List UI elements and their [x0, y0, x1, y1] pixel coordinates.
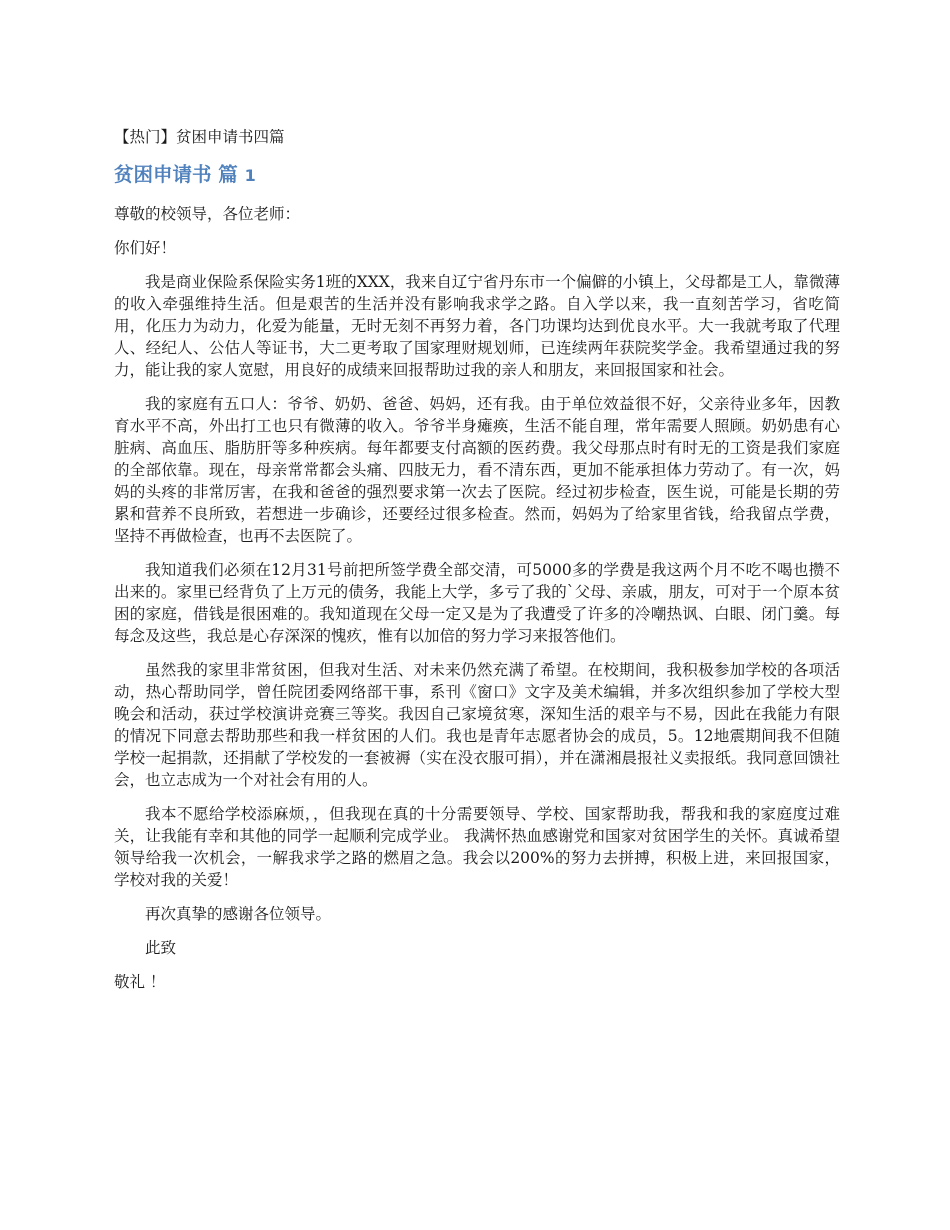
paragraph-intro: 我是商业保险系保险实务1班的XXX，我来自辽宁省丹东市一个偏僻的小镇上，父母都是工人，靠微薄的收入牵强维持生活。但是艰苦的生活并没有影响我求学之路。自入学以来，我一直刻苦学习，省吃简用，化压力为动力，化爱为能量，无时无刻不再努力着，各门功课均达到优良水平。大一我就考取了代理人、经纪人、公估人等证书，大二更考取了国家理财规划师，已连续两年获院奖学金。我希望通过我的努力，能让我的家人宽慰，用良好的成绩来回报帮助过我的亲人和朋友，来回报国家和社会。: [114, 273, 840, 379]
greeting: 你们好！: [114, 239, 177, 257]
document-page: [114, 126, 840, 1005]
paragraph-activities: 虽然我的家里非常贫困，但我对生活、对未来仍然充满了希望。在校期间，我积极参加学校的各项活动，热心帮助同学，曾任院团委网络部干事，系刊《窗口》文字及美术编辑，并多次组织参加了学校大型晚会和活动，获过学校演讲竞赛三等奖。我因自己家境贫寒，深知生活的艰辛与不易，因此在我能力有限的情况下同意去帮助那些和我一样贫困的人们。我也是青年志愿者协会的成员，5。12地震期间我不但随学校一起捐款，还捐献了学校发的一套被褥（实在没衣服可捐），并在潇湘晨报社义卖报纸。我同意回馈社会，也立志成为一个对社会有用的人。: [114, 661, 840, 789]
closing: 敬礼 ！: [114, 973, 166, 991]
section-heading-text: 贫困申请书 篇: [114, 163, 238, 186]
paragraph-cizhi: 此致: [145, 939, 177, 957]
paragraph-family: 我的家庭有五口人：爷爷、奶奶、爸爸、妈妈，还有我。由于单位效益很不好，父亲待业多年，因教育水平不高，外出打工也只有微薄的收入。爷爷半身瘫痪，生活不能自理，常年需要人照顾。奶奶患有心脏病、高血压、脂肪肝等多种疾病。每年都要支付高额的医药费。我父母那点时有时无的工资是我们家庭的全部依靠。现在，母亲常常都会头痛、四肢无力，看不清东西，更加不能承担体力劳动了。有一次，妈妈的头疼的非常厉害，在我和爸爸的强烈要求第一次去了医院。经过初步检查，医生说，可能是长期的劳累和营养不良所致，若想进一步确诊，还要经过很多检查。然而，妈妈为了给家里省钱，给我留点学费，坚持不再做检查，也再不去医院了。: [114, 395, 840, 545]
paragraph-thanks: 再次真挚的感谢各位领导。: [145, 905, 332, 923]
section-heading: [114, 162, 840, 189]
paragraph-tuition: 我知道我们必须在12月31号前把所签学费全部交清，可5000多的学费是我这两个月不吃不喝也攒不出来的。家里已经背负了上万元的债务，我能上大学，多亏了我的`父母、亲戚，朋友，可对于一个原本贫困的家庭，借钱是很困难的。我知道现在父母一定又是为了我遭受了许多的冷嘲热讽、白眼、闭门羹。每每念及这些，我总是心存深深的愧疚，惟有以加倍的努力学习来报答他们。: [114, 561, 840, 645]
salutation: 尊敬的校领导，各位老师：: [114, 205, 301, 223]
section-heading-number: 1: [244, 166, 256, 185]
document-title: 【热门】贫困申请书四篇: [114, 128, 285, 146]
paragraph-request: 我本不愿给学校添麻烦，，但我现在真的十分需要领导、学校、国家帮助我，帮我和我的家庭度过难关，让我能有幸和其他的同学一起顺利完成学业。 我满怀热血感谢党和国家对贫困学生的关怀。真诚希望领导给我一次机会，一解我求学之路的燃眉之急。我会以200%的努力去拼搏，积极上进，来回报国家，学校对我的关爱！: [114, 805, 840, 889]
